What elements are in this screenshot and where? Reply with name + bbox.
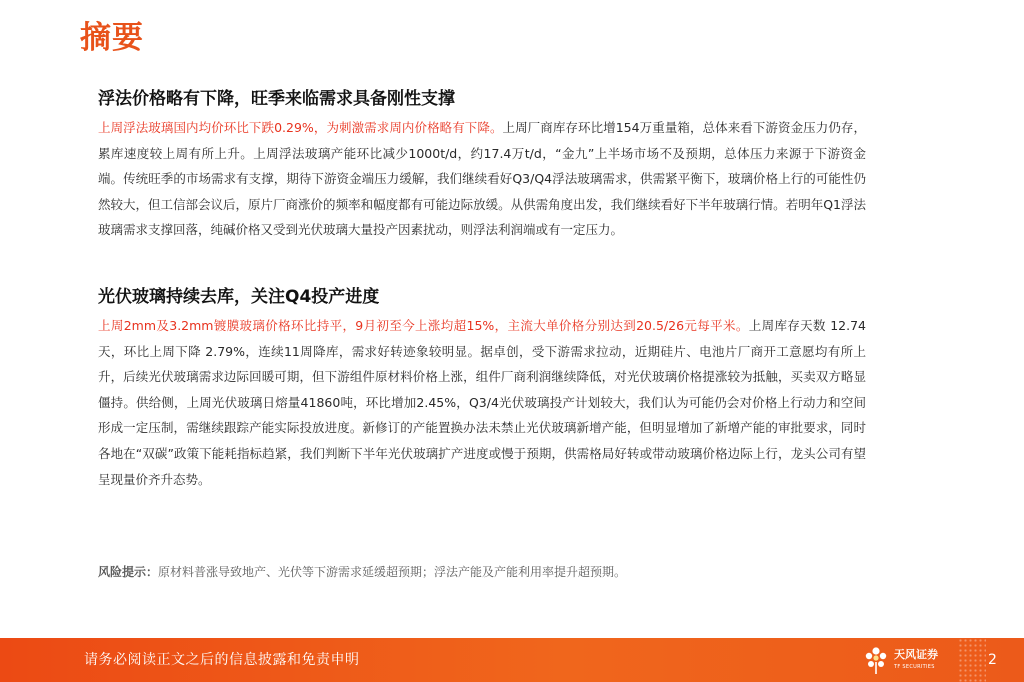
summary-section-pv-glass — [98, 284, 866, 492]
footer-disclaimer: 请务必阅读正文之后的信息披露和免责申明 — [84, 652, 360, 668]
footer-bar — [0, 638, 1024, 682]
summary-section-float-glass — [98, 86, 866, 243]
section-body — [98, 313, 866, 492]
logo-subtext: TF SECURITIES — [894, 664, 935, 670]
logo-text: 天风证券 — [894, 648, 938, 661]
footer-dot-pattern — [958, 638, 986, 682]
section-heading: 光伏玻璃持续去库，关注Q4投产进度 — [98, 287, 380, 307]
risk-text: 原材料普涨导致地产、光伏等下游需求延缓超预期；浮法产能及产能利用率提升超预期。 — [158, 565, 627, 579]
company-logo — [862, 645, 942, 675]
risk-warning — [98, 562, 878, 582]
highlight-text: 上周2mm及3.2mm镀膜玻璃价格环比持平，9月初至今上涨均超15%，主流大单价格分别达到20.5/26元每平米。 — [98, 318, 749, 333]
page-number: 2 — [988, 652, 997, 668]
section-heading: 浮法价格略有下降，旺季来临需求具备刚性支撑 — [98, 89, 455, 109]
risk-label: 风险提示： — [98, 565, 159, 579]
highlight-text: 上周浮法玻璃国内均价环比下跌0.29%，为刺激需求周内价格略有下降。 — [98, 120, 503, 135]
page-title: 摘要 — [80, 20, 144, 56]
body-text: 上周厂商库存环比增154万重量箱，总体来看下游资金压力仍存，累库速度较上周有所上升。上周浮法玻璃产能环比减少1000t/d，约17.4万t/d，“金九”上半场市场不及预期，总体压力来源于下游资金端。传统旺季的市场需求有支撑，期待下游资金端压力缓解，我们继续看好Q3/Q4浮法玻璃需求，供需紧平衡下，玻璃价格上行的可能性仍然较大，但工信部会议后，原片厂商涨价的频率和幅度都有可能边际放缓。从供需角度出发，我们继续看好下半年玻璃行情。若明年Q1浮法玻璃需求支撑回落，纯碱价格又受到光伏玻璃大量投产因素扰动，则浮法利润端或有一定压力。 — [98, 120, 866, 238]
tf-flower-logo-icon — [862, 645, 890, 675]
section-body — [98, 115, 866, 243]
body-text: 上周库存天数 12.74 天，环比上周下降 2.79%，连续11周降库，需求好转迹象较明显。据卓创，受下游需求拉动，近期硅片、电池片厂商开工意愿均有所上升，后续光伏玻璃需求边际回暖可期，但下游组件原材料价格上涨，组件厂商利润继续降低，对光伏玻璃价格提涨较为抵触，买卖双方略显僵持。供给侧，上周光伏玻璃日熔量41860吨，环比增加2.45%，Q3/4光伏玻璃投产计划较大，我们认为可能仍会对价格上行动力和空间形成一定压制，需继续跟踪产能实际投放进度。新修订的产能置换办法未禁止光伏玻璃新增产能，但明显增加了新增产能的审批要求，同时各地在“双碳”政策下能耗指标趋紧，我们判断下半年光伏玻璃扩产进度或慢于预期，供需格局好转或带动玻璃价格边际上行，龙头公司有望呈现量价齐升态势。 — [98, 318, 866, 487]
